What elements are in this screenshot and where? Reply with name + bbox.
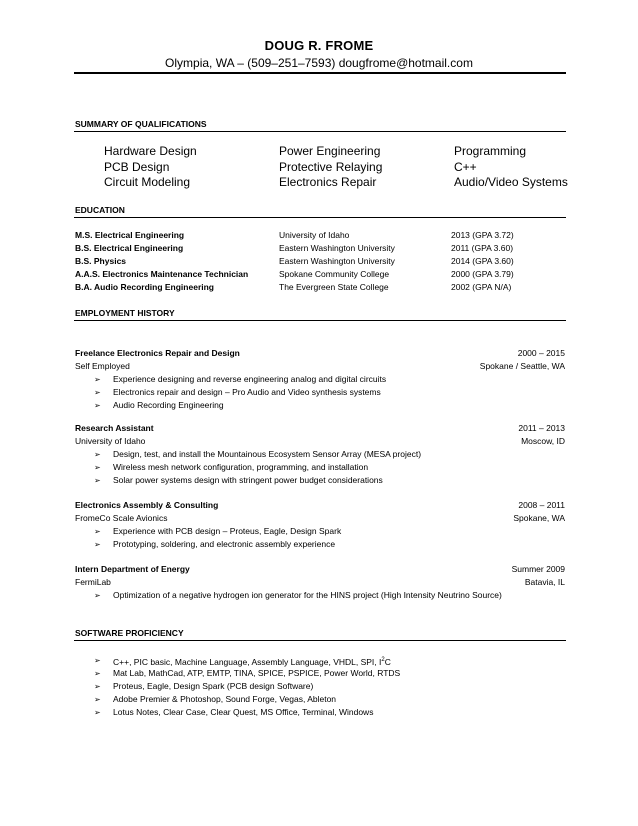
job-title: Intern Department of Energy [75, 564, 190, 574]
arrow-bullet-icon: ➢ [94, 401, 101, 410]
year-gpa: 2002 (GPA N/A) [451, 282, 512, 292]
qualification-item: Programming [454, 144, 527, 158]
job-entry [75, 499, 565, 551]
school: Spokane Community College [279, 269, 390, 279]
job-employer: FromeCo Scale Avionics [75, 513, 168, 523]
job-dates: 2008 – 2011 [518, 500, 565, 510]
qualification-item: PCB Design [104, 159, 170, 174]
job-entry [75, 563, 565, 602]
header-divider [74, 72, 566, 74]
qualification-item: Hardware Design [104, 144, 197, 158]
job-bullets [75, 525, 565, 551]
education-heading: EDUCATION [75, 205, 125, 215]
list-item: ➢ Lotus Notes, Clear Case, Clear Quest, MS Office, Terminal, Windows [94, 707, 374, 717]
list-item: ➢ Audio Recording Engineering [94, 400, 224, 410]
degree: A.A.S. Electronics Maintenance Technician [75, 269, 249, 279]
job-dates: 2000 – 2015 [517, 348, 565, 358]
qualification-item: C++ [454, 159, 477, 174]
degree: B.S. Electrical Engineering [75, 243, 184, 253]
arrow-bullet-icon: ➢ [94, 682, 101, 691]
job-dates: Summer 2009 [511, 564, 565, 574]
qualification-item: Audio/Video Systems [454, 175, 568, 189]
education-degrees [75, 229, 248, 294]
degree: B.A. Audio Recording Engineering [75, 282, 214, 292]
job-employer: FermiLab [75, 577, 111, 587]
list-item: ➢ Experience designing and reverse engineering analog and digital circuits [94, 374, 387, 384]
job-location: Batavia, IL [524, 577, 565, 587]
education-years [451, 229, 514, 294]
list-item: ➢ C++, PIC basic, Machine Language, Assembly Language, VHDL, SPI, $I^2C$ [94, 656, 391, 667]
year-gpa: 2013 (GPA 3.72) [451, 230, 514, 240]
school: The Evergreen State College [279, 282, 389, 292]
contact-line: Olympia, WA – (509–251–7593) dougfrome@hotmail.com [165, 56, 473, 70]
arrow-bullet-icon: ➢ [94, 540, 101, 549]
job-entry [75, 347, 565, 412]
employment-divider [74, 320, 566, 321]
job-entry [75, 422, 565, 487]
list-item: ➢ Wireless mesh network configuration, programming, and installation [94, 462, 369, 472]
qualifications-column-1 [104, 144, 197, 191]
arrow-bullet-icon: ➢ [94, 527, 101, 536]
arrow-bullet-icon: ➢ [94, 450, 101, 459]
list-item: ➢ Proteus, Eagle, Design Spark (PCB design Software) [94, 681, 314, 691]
job-title: Research Assistant [75, 423, 154, 433]
qualification-item: Electronics Repair [279, 175, 377, 189]
arrow-bullet-icon: ➢ [94, 708, 101, 717]
arrow-bullet-icon: ➢ [94, 463, 101, 472]
software-heading: SOFTWARE PROFICIENCY [75, 628, 184, 638]
arrow-bullet-icon: ➢ [94, 656, 101, 665]
qualifications-column-2 [279, 144, 382, 191]
job-bullets [75, 373, 565, 412]
qualification-item: Power Engineering [279, 144, 381, 158]
arrow-bullet-icon: ➢ [94, 695, 101, 704]
job-location: Spokane, WA [513, 513, 565, 523]
qualifications-divider [74, 131, 566, 132]
list-item: ➢ Design, test, and install the Mountainous Ecosystem Sensor Array (MESA project) [94, 449, 422, 459]
employment-heading: EMPLOYMENT HISTORY [75, 308, 175, 318]
arrow-bullet-icon: ➢ [94, 669, 101, 678]
school: Eastern Washington University [279, 256, 395, 266]
education-schools [279, 229, 395, 294]
list-item: ➢ Experience with PCB design – Proteus, Eagle, Design Spark [94, 526, 342, 536]
school: University of Idaho [279, 230, 350, 240]
job-location: Spokane / Seattle, WA [479, 361, 565, 371]
arrow-bullet-icon: ➢ [94, 476, 101, 485]
qualifications-column-3 [454, 144, 568, 191]
qualifications-heading: SUMMARY OF QUALIFICATIONS [75, 119, 207, 129]
job-title: Freelance Electronics Repair and Design [75, 348, 240, 358]
job-location: Moscow, ID [521, 436, 565, 446]
job-employer: University of Idaho [75, 436, 146, 446]
job-dates: 2011 – 2013 [518, 423, 565, 433]
job-employer: Self Employed [75, 361, 130, 371]
job-title: Electronics Assembly & Consulting [75, 500, 219, 510]
job-bullets [75, 589, 565, 602]
arrow-bullet-icon: ➢ [94, 591, 101, 600]
list-item: ➢ Prototyping, soldering, and electronic assembly experience [94, 539, 336, 549]
education-divider [74, 217, 566, 218]
job-bullets [75, 448, 565, 487]
degree: B.S. Physics [75, 256, 127, 266]
year-gpa: 2014 (GPA 3.60) [451, 256, 514, 266]
software-list [75, 654, 400, 719]
year-gpa: 2000 (GPA 3.79) [451, 269, 514, 279]
arrow-bullet-icon: ➢ [94, 375, 101, 384]
list-item: ➢ Adobe Premier & Photoshop, Sound Forge, Vegas, Ableton [94, 694, 337, 704]
list-item: ➢ Mat Lab, MathCad, ATP, EMTP, TINA, SPICE, PSPICE, Power World, RTDS [94, 668, 401, 678]
list-item: ➢ Optimization of a negative hydrogen ion generator for the HINS project (High Intensity Neutrino Source) [94, 590, 502, 600]
list-item: ➢ Electronics repair and design – Pro Audio and Video synthesis systems [94, 387, 381, 397]
degree: M.S. Electrical Engineering [75, 230, 185, 240]
qualification-item: Circuit Modeling [104, 175, 191, 189]
year-gpa: 2011 (GPA 3.60) [451, 243, 514, 253]
arrow-bullet-icon: ➢ [94, 388, 101, 397]
school: Eastern Washington University [279, 243, 395, 253]
list-item: ➢ Solar power systems design with stringent power budget considerations [94, 475, 383, 485]
software-divider [74, 640, 566, 641]
resume-name: DOUG R. FROME [264, 38, 374, 53]
qualification-item: Protective Relaying [279, 159, 383, 174]
